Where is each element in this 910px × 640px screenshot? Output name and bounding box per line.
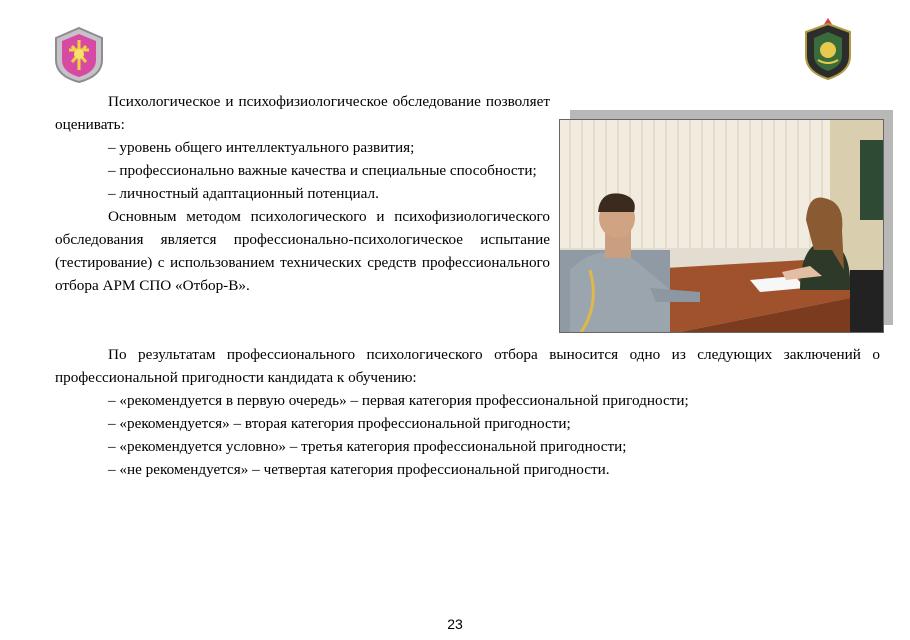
intro-list-item: – профессионально важные качества и специальные способности; (108, 162, 537, 179)
results-list-item: – «рекомендуется условно» – третья категория профессиональной пригодности; (108, 438, 627, 455)
page-number: 23 (447, 616, 463, 632)
interview-photo (559, 119, 884, 333)
results-list-item: – «не рекомендуется» – четвертая категория профессиональной пригодности. (108, 461, 610, 478)
intro-list-item: – личностный адаптационный потенциал. (108, 185, 379, 202)
intro-paragraph: Психологическое и психофизиологическое обследование позволяет оценивать: (55, 93, 550, 133)
military-emblem-icon (52, 26, 106, 84)
intro-list-item: – уровень общего интеллектуального развития; (108, 139, 415, 156)
results-section (55, 343, 880, 481)
intro-section (55, 90, 550, 297)
method-paragraph: Основным методом психологического и психофизиологического обследования является профессионально-психологическое испытание (тестирование) с использованием технических средств профессионального отбора АРМ СПО «Отбор-В». (55, 208, 550, 294)
results-list-item: – «рекомендуется» – вторая категория профессиональной пригодности; (108, 415, 571, 432)
academy-emblem-icon (802, 16, 854, 82)
results-list-item: – «рекомендуется в первую очередь» – первая категория профессиональной пригодности; (108, 392, 689, 409)
results-paragraph: По результатам профессионального психологического отбора выносится одно из следующих заключений о профессиональной пригодности кандидата к обучению: (55, 346, 880, 386)
